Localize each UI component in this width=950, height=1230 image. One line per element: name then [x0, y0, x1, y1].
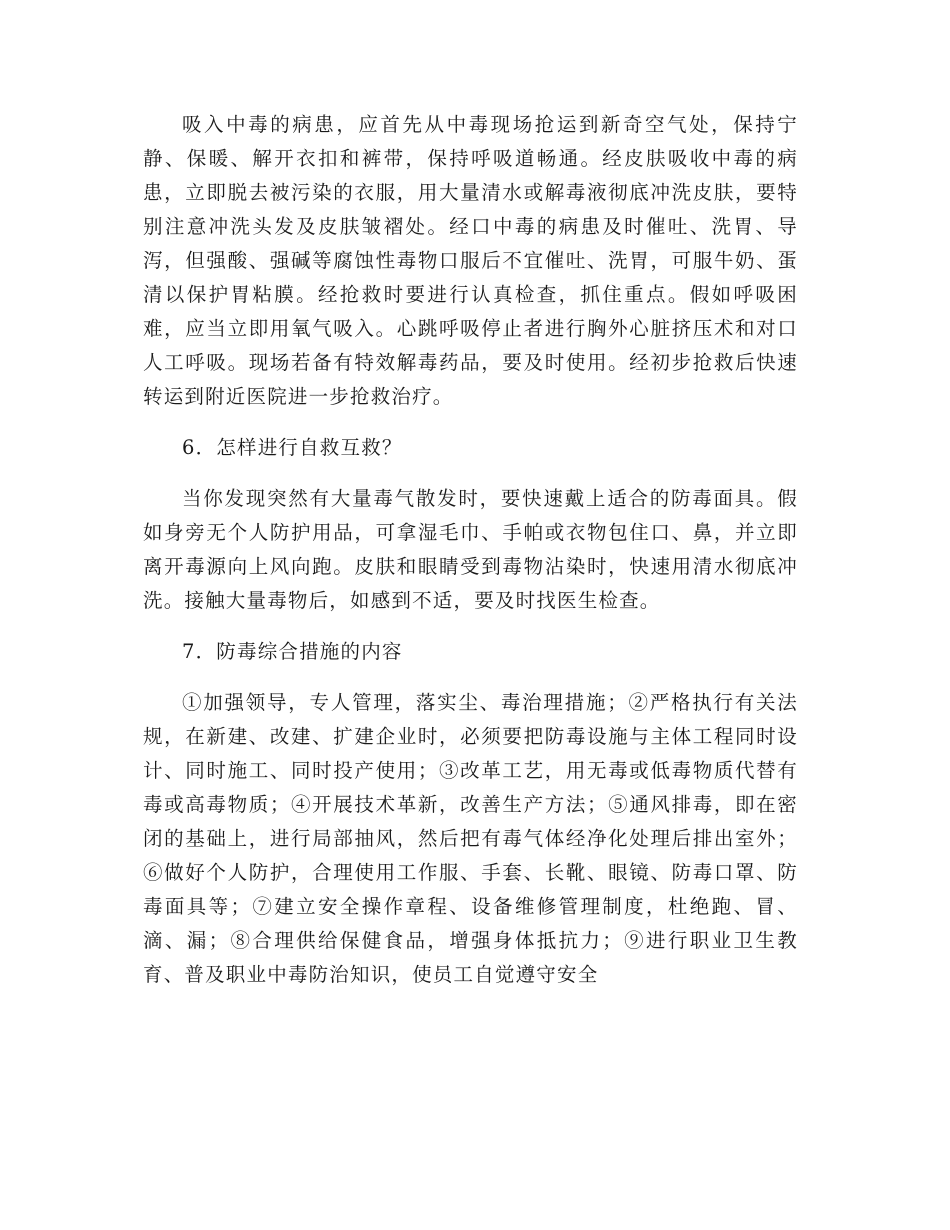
section-heading-self-rescue: 6．怎样进行自救互救？ [182, 436, 403, 459]
section-heading-prevention-measures: 7．防毒综合措施的内容 [182, 640, 403, 663]
paragraph-inhalation-first-aid: 吸入中毒的病患，应首先从中毒现场抢运到新奇空气处，保持宁静、保暖、解开衣扣和裤带，保持呼吸道畅通。经皮肤吸收中毒的病患，立即脱去被污染的衣服，用大量清水或解毒液彻底冲洗皮肤，要特别注意冲洗头发及皮肤皱褶处。经口中毒的病患及时催吐、洗胃、导泻，但强酸、强碱等腐蚀性毒物口服后不宜催吐、洗胃，可服牛奶、蛋清以保护胃粘膜。经抢救时要进行认真检查，抓住重点。假如呼吸困难，应当立即用氧气吸入。心跳呼吸停止者进行胸外心脏挤压术和对口人工呼吸。现场若备有特效解毒药品，要及时使用。经初步抢救后快速转运到附近医院进一步抢救治疗。 [143, 113, 798, 408]
paragraph-prevention-measures: ①加强领导，专人管理，落实尘、毒治理措施；②严格执行有关法规，在新建、改建、扩建企业时，必须要把防毒设施与主体工程同时设计、同时施工、同时投产使用；③改革工艺，用无毒或低毒物质代替有毒或高毒物质；④开展技术革新，改善生产方法；⑤通风排毒，即在密闭的基础上，进行局部抽风，然后把有毒气体经净化处理后排出室外；⑥做好个人防护，合理使用工作服、手套、长靴、眼镜、防毒口罩、防毒面具等；⑦建立安全操作章程、设备维修管理制度，杜绝跑、冒、滴、漏；⑧合理供给保健食品，增强身体抵抗力；⑨进行职业卫生教育、普及职业中毒防治知识，使员工自觉遵守安全 [143, 691, 798, 986]
document-body [143, 108, 798, 1009]
paragraph-self-rescue: 当你发现突然有大量毒气散发时，要快速戴上适合的防毒面具。假如身旁无个人防护用品，可拿湿毛巾、手帕或衣物包住口、鼻，并立即离开毒源向上风向跑。皮肤和眼睛受到毒物沾染时，快速用清水彻底冲洗。接触大量毒物后，如感到不适，要及时找医生检查。 [143, 487, 798, 612]
